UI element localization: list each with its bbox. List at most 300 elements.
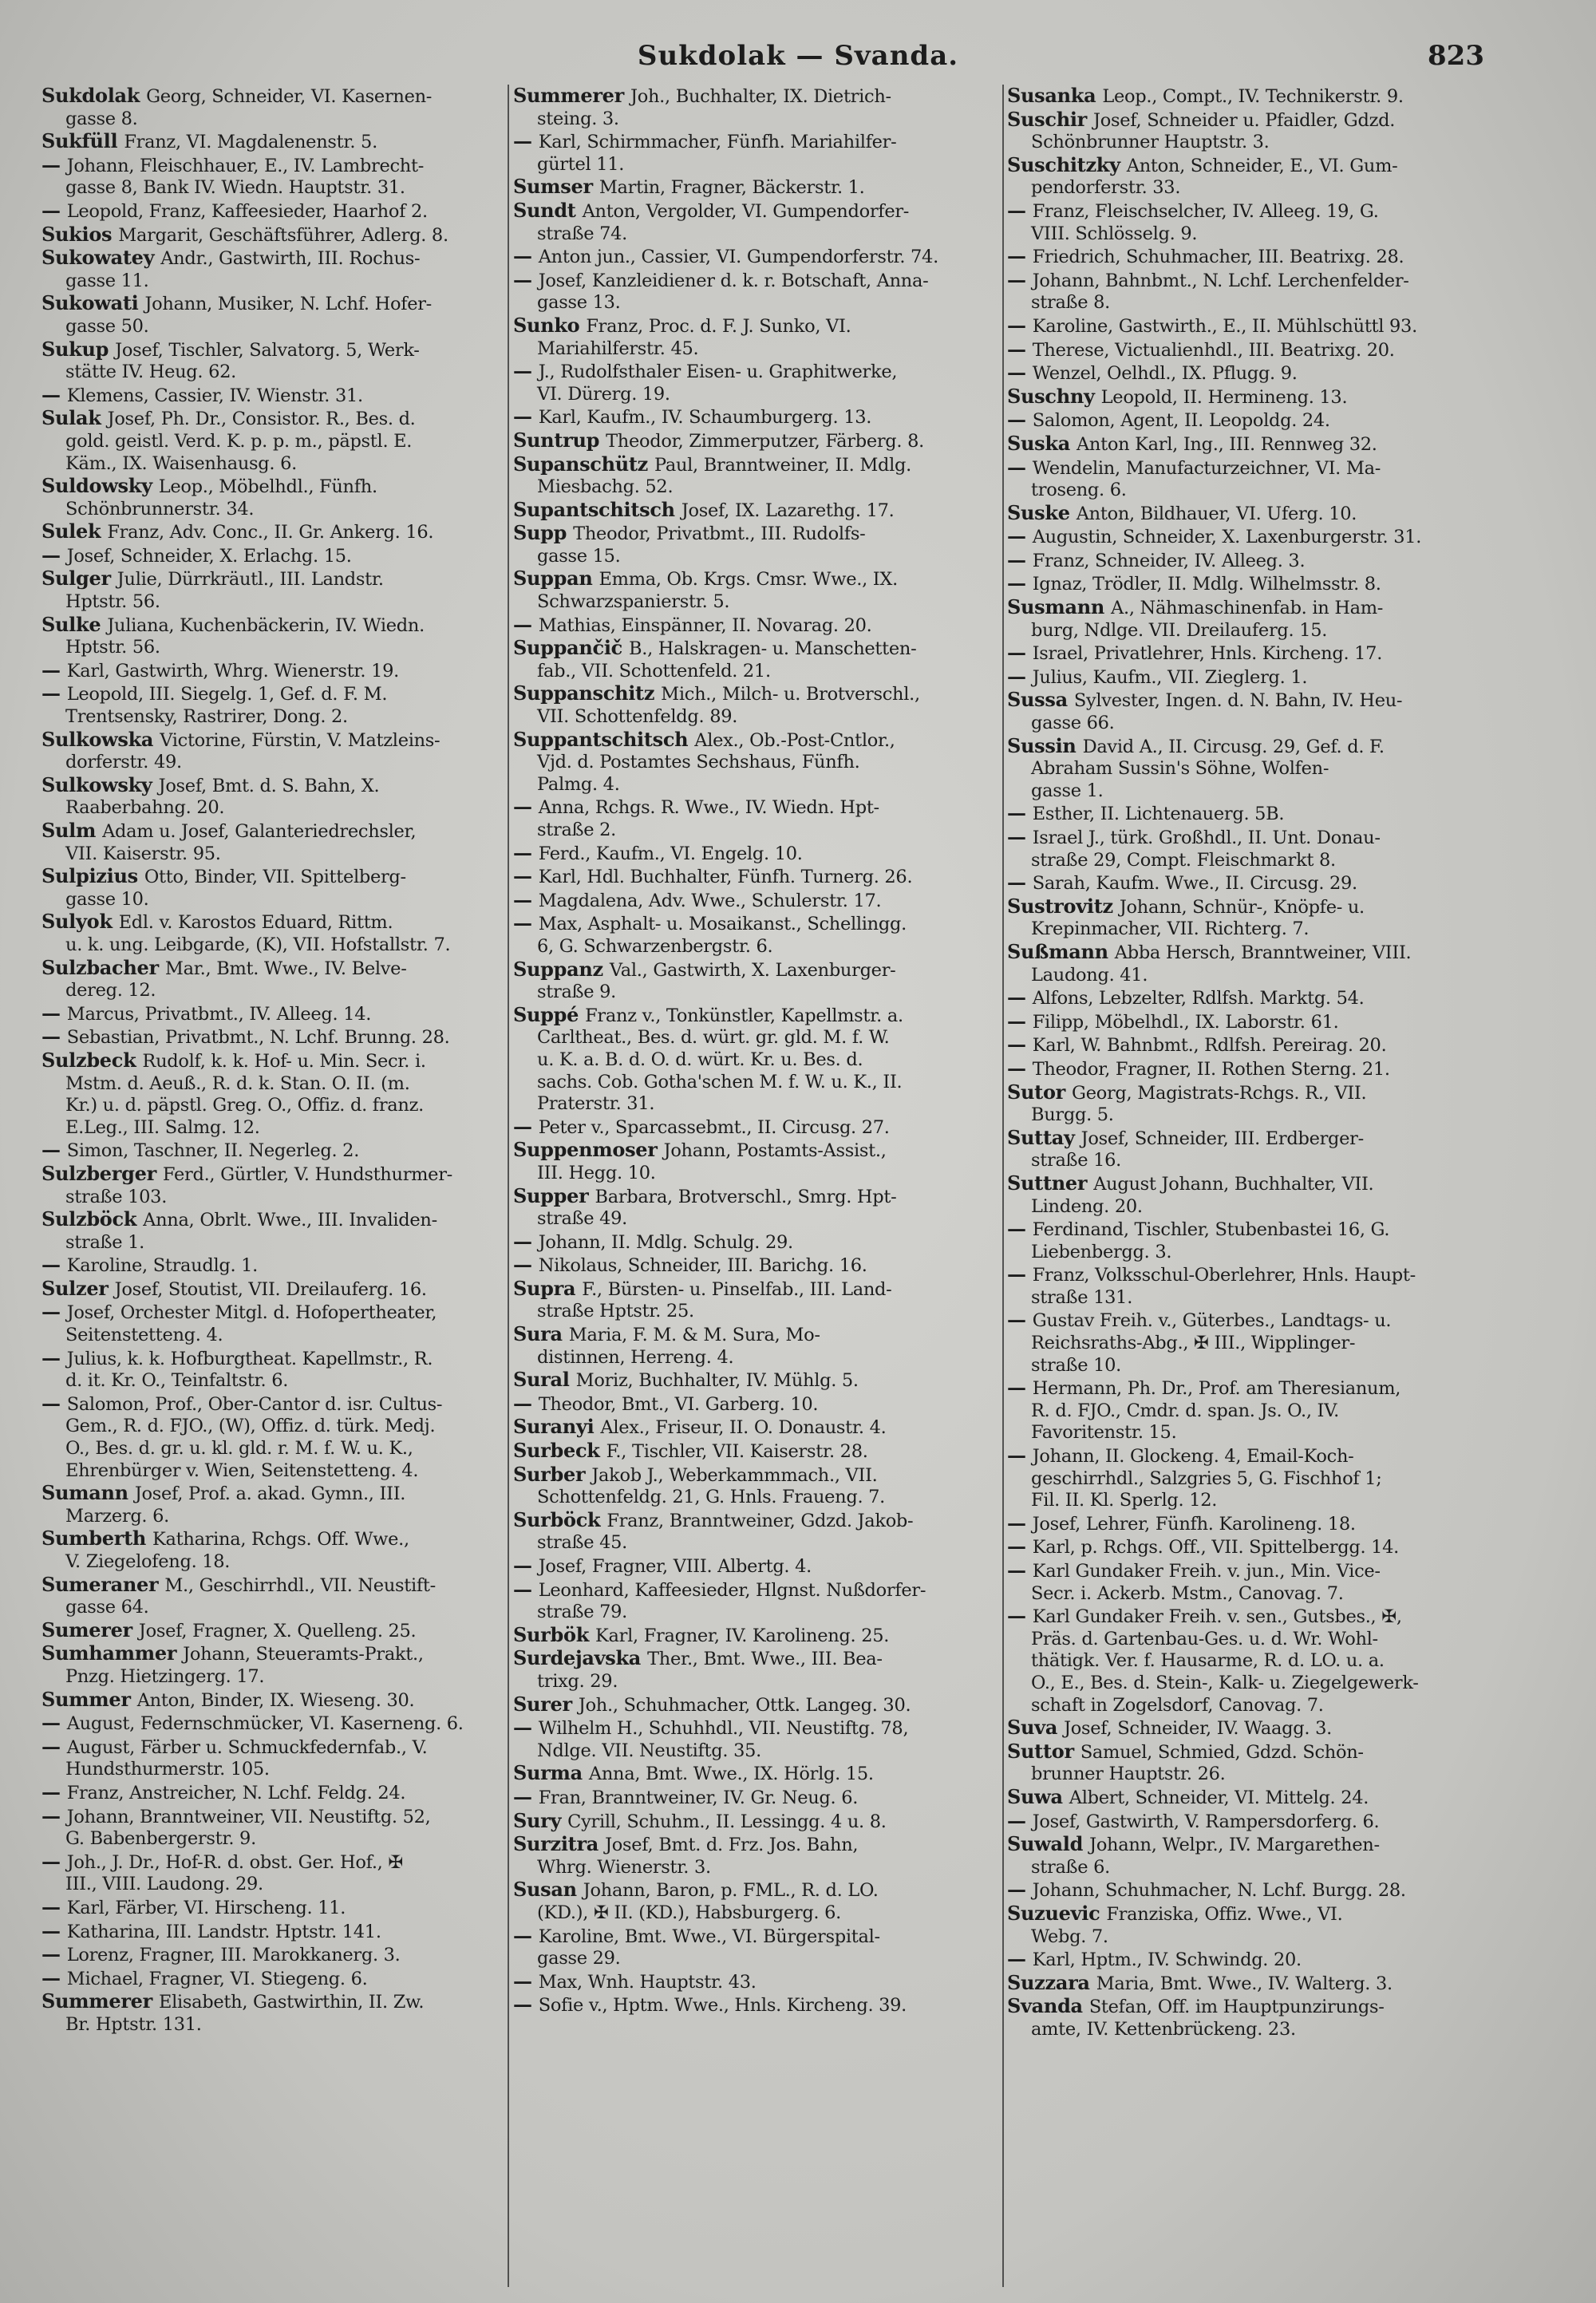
entry-surname: —	[513, 1554, 532, 1577]
entry-text: VII. Schottenfeldg. 89.	[537, 706, 738, 728]
entry-line	[513, 1392, 1000, 1416]
entry-line	[1007, 269, 1558, 293]
entry-surname: —	[1007, 245, 1026, 268]
entry-text: Palmg. 4.	[537, 773, 620, 795]
entry-text: Elisabeth, Gastwirthin, II. Zw.	[159, 1992, 425, 2013]
entry-text: Abraham Sussin's Söhne, Wolfen-	[1031, 758, 1329, 780]
directory-entry	[41, 567, 504, 613]
directory-entry	[41, 1781, 504, 1805]
entry-text: Wenzel, Oelhdl., IX. Pflugg. 9.	[1032, 363, 1298, 385]
directory-entry	[41, 1642, 504, 1688]
entry-surname: —	[1007, 548, 1026, 571]
directory-entry	[41, 1689, 504, 1712]
entry-surname: —	[513, 1392, 532, 1415]
entry-line	[41, 1392, 504, 1416]
entry-text: Josef, Fragner, X. Quelleng. 25.	[138, 1620, 417, 1641]
entry-surname: Sukios	[41, 223, 113, 246]
directory-entry	[41, 1482, 504, 1527]
entry-surname: Suttay	[1007, 1126, 1075, 1149]
entry-text: Josef, Schneider, IV. Waagg. 3.	[1064, 1718, 1332, 1740]
entry-line	[513, 706, 1000, 729]
entry-text: Adam u. Josef, Galanteriedrechsler,	[102, 821, 417, 842]
entry-text: Leop., Compt., IV. Technikerstr. 9.	[1102, 86, 1404, 107]
entry-line	[41, 316, 504, 338]
entry-surname: Sulzer	[41, 1277, 109, 1300]
entry-surname: Sulzbeck	[41, 1049, 136, 1072]
entry-text: Johann, Baron, p. FML., R. d. LO.	[583, 1880, 879, 1902]
directory-entry	[41, 384, 504, 408]
entry-line	[41, 1689, 504, 1712]
entry-line	[41, 85, 504, 109]
entry-surname: —	[1007, 802, 1026, 825]
entry-text: (KD.), ✠ II. (KD.), Habsburgerg. 6.	[537, 1902, 841, 1923]
entry-line	[1007, 109, 1558, 132]
entry-line	[41, 1619, 504, 1643]
directory-entry	[41, 957, 504, 1002]
entry-surname: —	[513, 613, 532, 636]
directory-entry	[41, 820, 504, 865]
entry-line	[1007, 177, 1558, 199]
entry-text: Ignaz, Trödler, II. Mdlg. Wilhelmsstr. 8.	[1032, 574, 1381, 595]
directory-entry	[41, 1851, 504, 1896]
directory-entry	[1007, 525, 1558, 549]
entry-text: gold. geistl. Verd. K. p. p. m., päpstl. E.	[65, 430, 413, 452]
entry-text: Miesbachg. 52.	[537, 476, 674, 498]
directory-entry	[1007, 735, 1558, 803]
entry-surname: —	[1007, 338, 1026, 361]
directory-entry	[513, 1440, 1000, 1464]
entry-line	[41, 1666, 504, 1689]
entry-line	[513, 661, 1000, 683]
entry-line	[513, 958, 1000, 982]
entry-text: O., Bes. d. gr. u. kl. gld. r. M. f. W. u. K.,	[65, 1438, 413, 1460]
entry-text: Theodor, Zimmerputzer, Färberg. 8.	[606, 430, 924, 452]
entry-surname: Sukup	[41, 338, 109, 361]
directory-entry	[41, 1049, 504, 1139]
entry-line	[41, 1527, 504, 1551]
directory-entry	[513, 1464, 1000, 1509]
entry-text: thätigk. Ver. f. Hausarme, R. d. LO. u. a.	[1031, 1650, 1385, 1672]
directory-entry	[1007, 642, 1558, 666]
entry-line	[41, 1095, 504, 1117]
entry-line	[1007, 338, 1558, 362]
entry-line	[513, 1440, 1000, 1464]
entry-surname: Sulak	[41, 407, 101, 430]
entry-text: Reichsraths-Abg., ✠ III., Wipplinger-	[1031, 1333, 1356, 1354]
directory-entry	[513, 1762, 1000, 1786]
entry-text: Fran, Branntweiner, IV. Gr. Neug. 6.	[538, 1787, 859, 1808]
entry-text: Johann, Bahnbmt., N. Lchf. Lerchenfelder-	[1032, 270, 1409, 291]
entry-text: Leopold, III. Siegelg. 1, Gef. d. F. M.	[66, 684, 388, 705]
entry-text: Julie, Dürrkräutl., III. Landstr.	[117, 569, 384, 591]
directory-entry	[41, 292, 504, 338]
entry-text: Abba Hersch, Branntweiner, VIII.	[1114, 942, 1412, 963]
entry-surname: Summerer	[41, 1990, 152, 2013]
directory-entry	[41, 130, 504, 154]
entry-surname: Surbeck	[513, 1440, 600, 1463]
entry-line	[41, 223, 504, 247]
entry-text: Maria, Bmt. Wwe., IV. Walterg. 3.	[1096, 1973, 1393, 1994]
entry-text: Jakob J., Weberkammmach., VII.	[591, 1464, 878, 1486]
entry-text: Raaberbahng. 20.	[65, 797, 225, 819]
directory-entry	[1007, 1878, 1558, 1902]
entry-line	[41, 774, 504, 798]
directory-entry	[41, 1920, 504, 1944]
entry-surname: —	[513, 268, 532, 291]
entry-text: E.Leg., III. Salmg. 12.	[65, 1116, 260, 1138]
entry-line	[41, 1828, 504, 1851]
entry-surname: —	[513, 1924, 532, 1947]
entry-text: Franz, Anstreicher, N. Lchf. Feldg. 24.	[66, 1782, 406, 1803]
entry-surname: —	[1007, 1309, 1026, 1332]
entry-text: Edl. v. Karostos Eduard, Rittm.	[118, 912, 393, 934]
entry-text: Präs. d. Gartenbau-Ges. u. d. Wr. Wohl-	[1031, 1628, 1378, 1649]
entry-text: Hundsthurmerstr. 105.	[65, 1759, 270, 1780]
entry-text: Kr.) u. d. päpstl. Greg. O., Offiz. d. franz.	[65, 1095, 424, 1116]
directory-entry	[41, 774, 504, 820]
entry-line	[41, 1990, 504, 2014]
entry-surname: —	[1007, 1511, 1026, 1535]
entry-line	[513, 154, 1000, 176]
directory-entry	[1007, 314, 1558, 338]
entry-text: Wilhelm H., Schuhhdl., VII. Neustiftg. 78,	[538, 1718, 909, 1740]
entry-text: Johann, Welpr., IV. Margarethen-	[1089, 1835, 1380, 1856]
directory-entry	[41, 1208, 504, 1254]
entry-text: straße 2.	[537, 820, 617, 840]
entry-surname: —	[41, 1780, 61, 1803]
directory-entry	[513, 522, 1000, 567]
entry-line	[1007, 758, 1558, 780]
entry-line	[41, 1574, 504, 1598]
entry-line	[1007, 1355, 1558, 1377]
directory-entry	[1007, 895, 1558, 941]
entry-text: Joh., Buchhalter, IX. Dietrich-	[630, 86, 891, 107]
entry-surname: Suska	[1007, 432, 1070, 455]
entry-surname: Summerer	[513, 85, 624, 107]
entry-surname: Surer	[513, 1693, 572, 1716]
directory-entry	[1007, 199, 1558, 245]
directory-entry	[41, 1347, 504, 1392]
entry-surname: —	[1007, 1444, 1026, 1468]
entry-text: Leopold, Franz, Kaffeesieder, Haarhof 2.	[66, 200, 428, 222]
entry-line	[1007, 1377, 1558, 1400]
directory-entry	[41, 1896, 504, 1920]
entry-line	[1007, 1764, 1558, 1786]
directory-entry	[1007, 154, 1558, 199]
entry-text: Ferd., Kaufm., VI. Engelg. 10.	[538, 843, 803, 864]
entry-line	[1007, 689, 1558, 713]
entry-text: Georg, Schneider, VI. Kasernen-	[146, 86, 433, 107]
directory-entry	[513, 199, 1000, 245]
entry-line	[1007, 1468, 1558, 1491]
entry-text: Leopold, II. Hermineng. 13.	[1100, 386, 1348, 408]
entry-text: Salomon, Agent, II. Leopoldg. 24.	[1032, 410, 1330, 432]
entry-line	[1007, 2019, 1558, 2041]
entry-text: Franz, Fleischselcher, IV. Alleeg. 19, G.	[1032, 200, 1379, 222]
entry-surname: —	[1007, 665, 1026, 688]
directory-entry	[1007, 802, 1558, 826]
entry-line	[41, 1347, 504, 1371]
entry-surname: Surber	[513, 1463, 586, 1486]
entry-text: VI. Dürerg. 19.	[537, 383, 670, 405]
entry-surname: Suwald	[1007, 1833, 1084, 1856]
entry-line	[41, 820, 504, 843]
entry-line	[41, 934, 504, 957]
entry-line	[513, 752, 1000, 774]
column-1	[41, 85, 504, 2036]
entry-line	[1007, 735, 1558, 759]
entry-line	[1007, 245, 1558, 269]
entry-line	[1007, 1583, 1558, 1606]
entry-surname: Suva	[1007, 1716, 1058, 1740]
entry-line	[41, 865, 504, 889]
entry-line	[513, 774, 1000, 796]
entry-line	[1007, 1857, 1558, 1879]
directory-entry	[41, 729, 504, 774]
entry-line	[1007, 1218, 1558, 1242]
entry-line	[513, 476, 1000, 499]
entry-line	[41, 453, 504, 476]
entry-text: Trentsensky, Rastrirer, Dong. 2.	[65, 706, 348, 728]
entry-surname: —	[513, 1785, 532, 1808]
entry-line	[513, 522, 1000, 546]
entry-text: Josef, Stoutist, VII. Dreilauferg. 16.	[114, 1278, 427, 1300]
entry-line	[513, 130, 1000, 154]
entry-surname: Supanschütz	[513, 452, 649, 476]
entry-line	[513, 176, 1000, 199]
entry-line	[1007, 199, 1558, 223]
entry-text: Franz, Volksschul-Oberlehrer, Hnls. Haupt-	[1032, 1265, 1416, 1286]
entry-line	[513, 591, 1000, 614]
entry-surname: Suranyi	[513, 1416, 595, 1439]
entry-surname: —	[1007, 1009, 1026, 1033]
entry-surname: —	[41, 1346, 61, 1369]
entry-text: F., Tischler, VII. Kaiserstr. 28.	[606, 1441, 868, 1463]
directory-entry	[1007, 1010, 1558, 1034]
entry-line	[41, 1874, 504, 1896]
entry-line	[513, 1116, 1000, 1140]
directory-entry	[41, 1139, 504, 1163]
directory-entry	[513, 1716, 1000, 1762]
entry-line	[41, 247, 504, 271]
entry-text: Josef, Prof. a. akad. Gymn., III.	[134, 1483, 406, 1505]
directory-entry	[1007, 1995, 1558, 2040]
entry-text: straße 103.	[65, 1186, 168, 1207]
directory-entry	[513, 842, 1000, 866]
entry-text: straße 131.	[1031, 1286, 1133, 1308]
directory-entry	[1007, 1057, 1558, 1081]
entry-line	[1007, 871, 1558, 895]
entry-surname: —	[41, 1254, 61, 1277]
directory-entry	[513, 85, 1000, 130]
directory-entry	[41, 1301, 504, 1346]
entry-text: Br. Hptstr. 131.	[65, 2013, 202, 2035]
entry-surname: —	[513, 796, 532, 819]
directory-entry	[1007, 85, 1558, 109]
entry-surname: —	[1007, 1033, 1026, 1057]
entry-surname: —	[513, 1230, 532, 1253]
directory-entry	[1007, 549, 1558, 573]
entry-surname: —	[41, 1025, 61, 1049]
entry-text: gasse 66.	[1031, 713, 1115, 734]
entry-text: Mar., Bmt. Wwe., IV. Belve-	[164, 958, 407, 979]
directory-entry	[513, 1323, 1000, 1369]
entry-line	[41, 637, 504, 659]
entry-text: dorferstr. 49.	[65, 752, 182, 773]
directory-entry	[513, 729, 1000, 796]
entry-line	[513, 1833, 1000, 1857]
entry-surname: —	[41, 658, 61, 681]
entry-text: Anton, Bildhauer, VI. Uferg. 10.	[1076, 503, 1357, 524]
entry-text: Anton, Binder, IX. Wieseng. 30.	[136, 1689, 415, 1711]
directory-entry	[1007, 1786, 1558, 1810]
entry-line	[1007, 85, 1558, 109]
directory-entry	[41, 407, 504, 475]
entry-surname: Summer	[41, 1688, 131, 1711]
entry-text: Gem., R. d. FJO., (W), Offiz. d. türk. Medj.	[65, 1416, 436, 1437]
entry-line	[1007, 1422, 1558, 1444]
entry-text: brunner Hauptstr. 26.	[1031, 1764, 1226, 1785]
entry-line	[1007, 1309, 1558, 1333]
entry-text: Josef, Gastwirth, V. Rampersdorferg. 6.	[1032, 1811, 1380, 1832]
entry-surname: Sulzbacher	[41, 956, 159, 979]
entry-surname: —	[513, 865, 532, 888]
entry-surname: Sunko	[513, 314, 580, 337]
entry-text: distinnen, Herreng. 4.	[537, 1346, 734, 1368]
entry-line	[1007, 986, 1558, 1010]
entry-text: Nikolaus, Schneider, III. Barichg. 16.	[538, 1255, 867, 1277]
entry-text: Karoline, Gastwirth., E., II. Mühlschüttl 93.	[1032, 315, 1417, 337]
directory-entry	[513, 1878, 1000, 1924]
entry-line	[41, 384, 504, 408]
entry-line	[513, 637, 1000, 661]
entry-line	[513, 360, 1000, 384]
directory-entry	[1007, 1716, 1558, 1740]
entry-text: straße Hptstr. 25.	[537, 1301, 694, 1322]
entry-line	[41, 1642, 504, 1666]
entry-line	[513, 1231, 1000, 1254]
entry-line	[41, 1139, 504, 1163]
entry-surname: —	[1007, 1948, 1026, 1971]
entry-text: Stefan, Off. im Hauptpunzirungs-	[1088, 1997, 1385, 2018]
entry-line	[1007, 1810, 1558, 1834]
entry-text: Wendelin, Manufacturzeichner, VI. Ma-	[1032, 457, 1381, 479]
entry-text: Martin, Fragner, Bäckerstr. 1.	[598, 177, 865, 199]
directory-entry	[41, 223, 504, 247]
entry-line	[1007, 1033, 1558, 1057]
entry-text: Alfons, Lebzelter, Rdlfsh. Marktg. 54.	[1032, 988, 1365, 1009]
entry-surname: —	[1007, 525, 1026, 548]
entry-line	[1007, 918, 1558, 941]
entry-line	[1007, 666, 1558, 689]
entry-surname: —	[41, 1966, 61, 1989]
entry-text: Esther, II. Lichtenauerg. 5B.	[1032, 804, 1285, 825]
entry-text: Ehrenbürger v. Wien, Seitenstetteng. 4.	[65, 1460, 419, 1481]
entry-line	[41, 682, 504, 706]
entry-text: Josef, IX. Lazarethg. 17.	[681, 500, 895, 521]
entry-text: Krepinmacher, VII. Richterg. 7.	[1031, 918, 1310, 940]
entry-text: Josef, Bmt. d. S. Bahn, X.	[158, 775, 380, 796]
entry-surname: —	[1007, 456, 1026, 479]
entry-text: u. K. a. B. d. O. d. würt. Kr. u. Bes. d.	[537, 1049, 863, 1070]
entry-text: A., Nähmaschinenfab. in Ham-	[1111, 598, 1384, 619]
directory-entry	[513, 1970, 1000, 1994]
entry-surname: —	[1007, 1263, 1026, 1286]
entry-surname: —	[41, 199, 61, 222]
entry-line	[513, 223, 1000, 246]
entry-text: Franz, Adv. Conc., II. Gr. Ankerg. 16.	[107, 522, 434, 543]
entry-text: Josef, Schneider, III. Erdberger-	[1080, 1128, 1364, 1149]
entry-line	[513, 292, 1000, 314]
entry-line	[41, 130, 504, 154]
directory-entry	[513, 453, 1000, 499]
entry-surname: Suschitzky	[1007, 153, 1120, 176]
entry-text: Karoline, Straudlg. 1.	[66, 1255, 259, 1277]
entry-text: stätte IV. Heug. 62.	[65, 361, 236, 383]
entry-text: Anna, Rchgs. R. Wwe., IV. Wiedn. Hpt-	[538, 797, 879, 819]
entry-text: Joh., Schuhmacher, Ottk. Langeg. 30.	[578, 1694, 911, 1716]
directory-entry	[41, 1736, 504, 1781]
entry-text: Karl, Kaufm., IV. Schaumburgerg. 13.	[538, 407, 872, 429]
entry-line	[41, 2014, 504, 2036]
entry-line	[513, 269, 1000, 293]
entry-line	[1007, 1878, 1558, 1902]
entry-text: straße 29, Compt. Fleischmarkt 8.	[1031, 849, 1336, 871]
directory-entry	[1007, 456, 1558, 502]
entry-surname: Suttner	[1007, 1171, 1088, 1195]
entry-line	[513, 1509, 1000, 1533]
entry-surname: —	[1007, 268, 1026, 291]
entry-text: Anton Karl, Ing., III. Rennweg 32.	[1076, 433, 1377, 455]
entry-line	[513, 499, 1000, 523]
entry-text: Karl, Färber, VI. Hirscheng. 11.	[66, 1897, 346, 1918]
entry-line	[41, 1073, 504, 1096]
entry-surname: Suppančič	[513, 637, 622, 660]
entry-line	[41, 1712, 504, 1736]
entry-text: Juliana, Kuchenbäckerin, IV. Wiedn.	[107, 614, 425, 636]
entry-line	[1007, 1629, 1558, 1651]
entry-line	[513, 1671, 1000, 1693]
entry-surname: Sußmann	[1007, 940, 1108, 963]
directory-entry	[1007, 338, 1558, 362]
entry-surname: —	[41, 1895, 61, 1918]
entry-text: Karl, p. Rchgs. Off., VII. Spittelbergg. 14.	[1032, 1537, 1400, 1558]
directory-entry	[41, 1712, 504, 1736]
directory-entry	[1007, 1309, 1558, 1377]
entry-text: David A., II. Circusg. 29, Gef. d. F.	[1082, 736, 1385, 757]
entry-text: gasse 8, Bank IV. Wiedn. Hauptstr. 31.	[65, 177, 405, 199]
entry-line	[41, 1920, 504, 1944]
directory-entry	[513, 865, 1000, 889]
entry-line	[513, 1740, 1000, 1763]
entry-line	[513, 1464, 1000, 1487]
entry-text: Sarah, Kaufm. Wwe., II. Circusg. 29.	[1032, 873, 1357, 895]
entry-line	[1007, 1972, 1558, 1996]
entry-text: Johann, Schnür-, Knöpfe- u.	[1119, 896, 1365, 918]
entry-line	[513, 1554, 1000, 1578]
entry-line	[41, 1049, 504, 1073]
directory-entry	[513, 1416, 1000, 1440]
entry-surname: —	[41, 153, 61, 176]
entry-surname: Supp	[513, 522, 567, 545]
entry-surname: —	[41, 1712, 61, 1735]
entry-text: O., E., Bes. d. Stein-, Kalk- u. Ziegelgewerk-	[1031, 1672, 1419, 1693]
entry-line	[41, 544, 504, 568]
entry-line	[1007, 1786, 1558, 1810]
entry-line	[41, 475, 504, 499]
directory-entry	[513, 269, 1000, 314]
entry-text: straße 79.	[537, 1602, 628, 1623]
